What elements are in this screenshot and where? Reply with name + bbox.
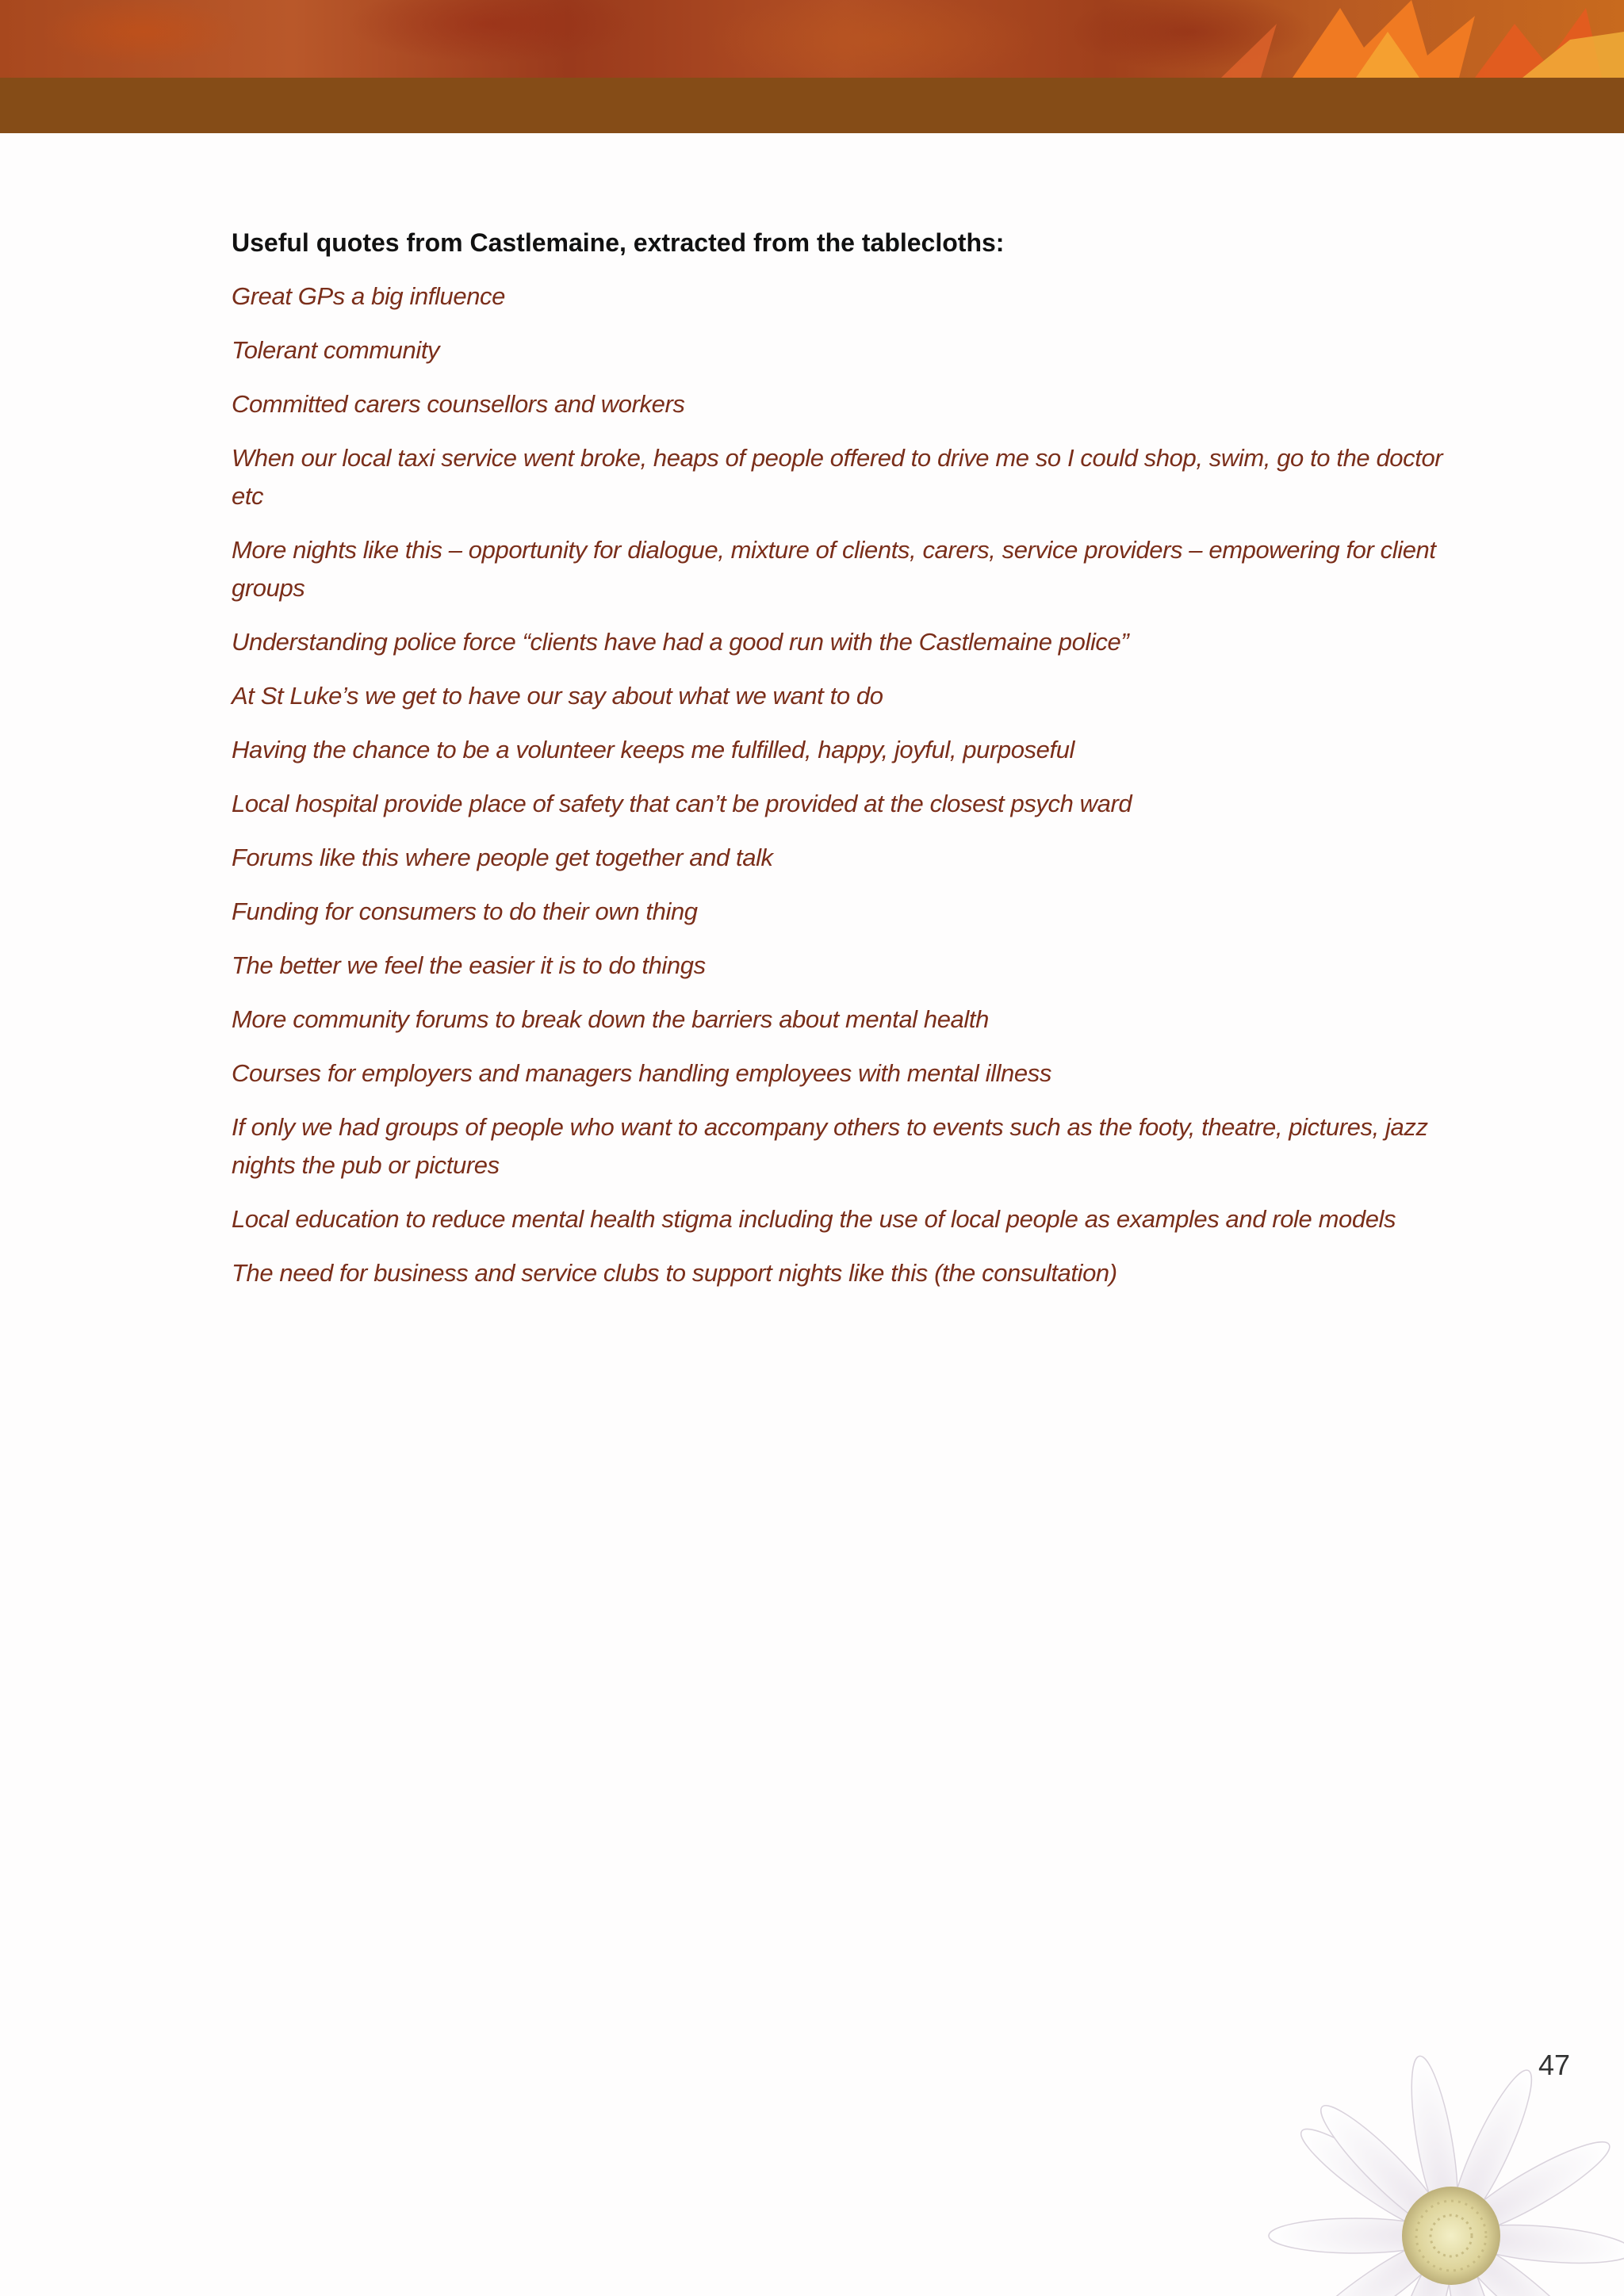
quote-item: More community forums to break down the barriers about mental health bbox=[232, 1005, 989, 1033]
page-number: 47 bbox=[1538, 2049, 1570, 2081]
header-banner bbox=[0, 0, 1624, 133]
banner-bar bbox=[0, 78, 1624, 133]
quote-item: Local education to reduce mental health stigma including the use of local people as examples and role models bbox=[232, 1205, 1396, 1233]
quote-item: Understanding police force “clients have had a good run with the Castlemaine police” bbox=[232, 628, 1129, 656]
quote-item: Committed carers counsellors and workers bbox=[232, 390, 685, 418]
quote-item: Forums like this where people get together and talk bbox=[232, 844, 773, 871]
section-heading: Useful quotes from Castlemaine, extracted from the tablecloths: bbox=[232, 228, 1005, 257]
main-content bbox=[232, 224, 1469, 1308]
quote-item: The need for business and service clubs to support nights like this (the consultation) bbox=[232, 1259, 1117, 1287]
quote-item: Local hospital provide place of safety that can’t be provided at the closest psych ward bbox=[232, 790, 1132, 817]
quote-item: If only we had groups of people who want to accompany others to events such as the footy, theatre, pictures, jazz nights the pub or pictures bbox=[232, 1113, 1428, 1179]
orange-leaf-icon bbox=[1174, 0, 1624, 78]
quote-list bbox=[232, 277, 1469, 1292]
quote-item: Tolerant community bbox=[232, 336, 440, 364]
quote-item: At St Luke’s we get to have our say about what we want to do bbox=[232, 682, 883, 710]
quote-item: Courses for employers and managers handling employees with mental illness bbox=[232, 1059, 1051, 1087]
quote-item: Having the chance to be a volunteer keeps me fulfilled, happy, joyful, purposeful bbox=[232, 736, 1075, 763]
quote-item: Funding for consumers to do their own thing bbox=[232, 897, 698, 925]
quote-item: The better we feel the easier it is to do things bbox=[232, 951, 706, 979]
quote-item: Great GPs a big influence bbox=[232, 282, 505, 310]
quote-item: More nights like this – opportunity for dialogue, mixture of clients, carers, service providers – empowering for client groups bbox=[232, 536, 1436, 602]
quote-item: When our local taxi service went broke, heaps of people offered to drive me so I could shop, swim, go to the doctor etc bbox=[232, 444, 1443, 510]
